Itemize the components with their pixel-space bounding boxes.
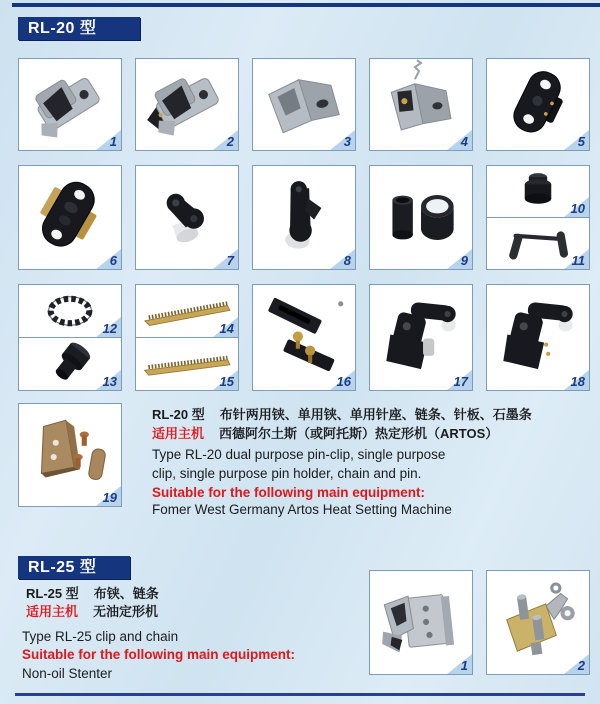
- clip-bracket-image: [370, 571, 472, 674]
- part-cell-1: [18, 58, 122, 151]
- part-number: 19: [102, 490, 117, 505]
- rl25-host-text: 无油定形机: [93, 604, 159, 619]
- rl20-desc-zh: [152, 404, 532, 423]
- part-number: 8: [343, 253, 351, 268]
- rl20-desc-label: RL-20 型: [152, 407, 205, 422]
- part-number: 2: [577, 658, 585, 673]
- part-number: 1: [109, 134, 117, 149]
- part-cell-11: [486, 217, 590, 270]
- part-cell-9: [369, 165, 473, 270]
- part-number: 10: [570, 201, 585, 216]
- part-number: 9: [460, 253, 468, 268]
- rl25-section-header: RL-25 型: [18, 556, 130, 579]
- rl25-host-zh: [26, 601, 158, 620]
- chain-link-with-roller-image: [136, 166, 238, 269]
- part-cell-16: [252, 284, 356, 391]
- part-number: 1: [460, 658, 468, 673]
- single-purpose-clip-bracket-image: [253, 59, 355, 150]
- part-cell-13: [18, 337, 122, 391]
- part-number: 11: [571, 253, 585, 268]
- rl20-equipment-en: Fomer West Germany Artos Heat Setting Machine: [152, 502, 452, 517]
- part-number: 12: [102, 321, 117, 336]
- rl25-host-label: 适用主机: [26, 604, 79, 619]
- chain-link-image: [253, 166, 355, 269]
- rl20-host-text: 西德阿尔土斯（或阿托斯）热定形机（ARTOS）: [219, 426, 499, 441]
- part-number: 6: [109, 253, 117, 268]
- rl20-desc-en-line1: Type RL-20 dual purpose pin-clip, single purpose: [152, 447, 446, 462]
- part-cell-7: [135, 165, 239, 270]
- part-cell-12: [18, 284, 122, 338]
- rl25-part-cell-1: [369, 570, 473, 675]
- rl25-part-cell-2: [486, 570, 590, 675]
- sleeve-pair-image: [370, 166, 472, 269]
- part-cell-15: [135, 337, 239, 391]
- part-number: 15: [219, 374, 234, 389]
- rl25-desc-zh: [26, 583, 159, 602]
- part-number: 7: [226, 253, 234, 268]
- clip-bracket-with-spring-image: [370, 59, 472, 150]
- rl20-host-zh: [152, 423, 498, 442]
- rl20-desc-en-line2: clip, single purpose pin holder, chain and pin.: [152, 466, 422, 481]
- rl25-suitable-en: Suitable for the following main equipment:: [22, 647, 295, 662]
- part-number: 13: [102, 374, 117, 389]
- part-cell-6: [18, 165, 122, 270]
- part-number: 16: [336, 374, 351, 389]
- dual-purpose-pin-clip-open-image: [136, 59, 238, 150]
- part-cell-18: [486, 284, 590, 391]
- part-number: 3: [343, 134, 351, 149]
- part-number: 4: [460, 134, 468, 149]
- part-cell-3: [252, 58, 356, 151]
- part-number: 5: [577, 134, 585, 149]
- clip-plate-with-brass-pads-image: [19, 166, 121, 269]
- rl20-section-header: RL-20 型: [18, 17, 140, 40]
- bottom-rule: [15, 693, 585, 696]
- rl25-equipment-en: Non-oil Stenter: [22, 666, 113, 681]
- top-rule: [12, 3, 600, 7]
- rl20-desc-text: 布针两用铗、单用铗、单用针座、链条、针板、石墨条: [219, 407, 532, 422]
- rl20-host-label: 适用主机: [152, 426, 205, 441]
- pin-holder-plate-image: [487, 59, 589, 150]
- chain-link-assembly-image: [487, 571, 589, 674]
- part-cell-19: [18, 403, 122, 507]
- part-number: 18: [570, 374, 585, 389]
- part-number: 2: [226, 134, 234, 149]
- part-number: 17: [453, 374, 468, 389]
- rl25-desc-en: Type RL-25 clip and chain: [22, 629, 179, 644]
- part-cell-10: [486, 165, 590, 218]
- rl25-desc-text: 布铗、链条: [93, 586, 159, 601]
- part-cell-8: [252, 165, 356, 270]
- part-cell-4: [369, 58, 473, 151]
- part-cell-2: [135, 58, 239, 151]
- part-cell-17: [369, 284, 473, 391]
- part-cell-5: [486, 58, 590, 151]
- dual-purpose-pin-clip-image: [19, 59, 121, 150]
- part-number: 14: [219, 321, 234, 336]
- rl25-desc-label: RL-25 型: [26, 586, 79, 601]
- rl20-suitable-en: Suitable for the following main equipment:: [152, 485, 425, 500]
- part-cell-14: [135, 284, 239, 338]
